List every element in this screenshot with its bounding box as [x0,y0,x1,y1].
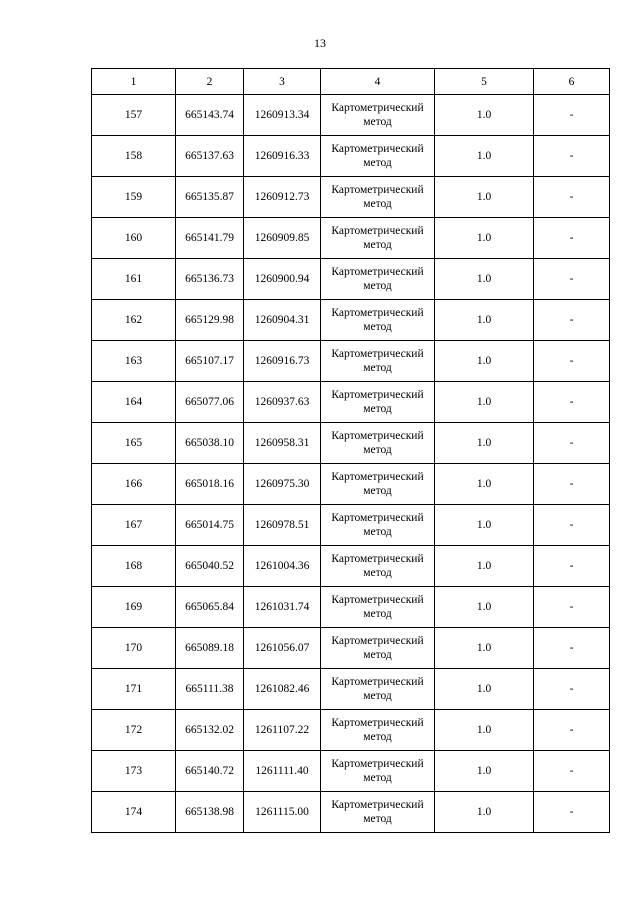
method-line-1: Картометрический [331,594,424,606]
accuracy-cell: 1.0 [435,423,534,464]
note-cell: - [534,218,610,259]
method-cell [321,710,435,751]
method-line-1: Картометрический [331,266,424,278]
method-line-1: Картометрический [331,430,424,442]
coordinates-table [91,68,610,833]
x-coordinate-cell: 665018.16 [176,464,244,505]
note-cell: - [534,587,610,628]
x-coordinate-cell: 665107.17 [176,341,244,382]
method-line-2: метод [363,731,392,743]
method-cell [321,341,435,382]
point-number-cell: 170 [92,628,176,669]
x-coordinate-cell: 665077.06 [176,382,244,423]
note-cell: - [534,423,610,464]
method-line-2: метод [363,362,392,374]
point-number-cell: 162 [92,300,176,341]
note-cell: - [534,546,610,587]
point-number-cell: 157 [92,95,176,136]
table-row [92,136,610,177]
method-line-2: метод [363,813,392,825]
table-row [92,792,610,833]
accuracy-cell: 1.0 [435,259,534,300]
y-coordinate-cell: 1260958.31 [244,423,321,464]
table-row [92,95,610,136]
method-line-2: метод [363,567,392,579]
y-coordinate-cell: 1261107.22 [244,710,321,751]
method-line-2: метод [363,444,392,456]
x-coordinate-cell: 665038.10 [176,423,244,464]
method-line-1: Картометрический [331,512,424,524]
point-number-cell: 163 [92,341,176,382]
accuracy-cell: 1.0 [435,792,534,833]
table-row [92,341,610,382]
y-coordinate-cell: 1261056.07 [244,628,321,669]
header-cell: 2 [176,69,244,95]
page-number: 13 [314,36,326,50]
point-number-cell: 164 [92,382,176,423]
point-number-cell: 158 [92,136,176,177]
method-cell [321,505,435,546]
x-coordinate-cell: 665138.98 [176,792,244,833]
note-cell: - [534,300,610,341]
method-line-2: метод [363,239,392,251]
point-number-cell: 171 [92,669,176,710]
table-body [92,95,610,833]
method-line-2: метод [363,403,392,415]
note-cell: - [534,177,610,218]
x-coordinate-cell: 665137.63 [176,136,244,177]
method-line-2: метод [363,526,392,538]
accuracy-cell: 1.0 [435,587,534,628]
method-cell [321,423,435,464]
method-cell [321,546,435,587]
y-coordinate-cell: 1260904.31 [244,300,321,341]
y-coordinate-cell: 1260912.73 [244,177,321,218]
table-row [92,587,610,628]
method-line-2: метод [363,690,392,702]
y-coordinate-cell: 1261031.74 [244,587,321,628]
accuracy-cell: 1.0 [435,95,534,136]
note-cell: - [534,95,610,136]
method-cell [321,300,435,341]
method-line-1: Картометрический [331,389,424,401]
method-line-1: Картометрический [331,717,424,729]
y-coordinate-cell: 1261111.40 [244,751,321,792]
point-number-cell: 173 [92,751,176,792]
method-line-1: Картометрический [331,225,424,237]
note-cell: - [534,505,610,546]
header-cell: 1 [92,69,176,95]
method-line-1: Картометрический [331,635,424,647]
accuracy-cell: 1.0 [435,505,534,546]
table-row [92,218,610,259]
point-number-cell: 165 [92,423,176,464]
table-row [92,710,610,751]
table-row [92,546,610,587]
note-cell: - [534,628,610,669]
y-coordinate-cell: 1260909.85 [244,218,321,259]
method-line-2: метод [363,280,392,292]
accuracy-cell: 1.0 [435,341,534,382]
table-row [92,751,610,792]
y-coordinate-cell: 1261004.36 [244,546,321,587]
method-cell [321,669,435,710]
accuracy-cell: 1.0 [435,546,534,587]
note-cell: - [534,136,610,177]
header-cell: 4 [321,69,435,95]
method-cell [321,792,435,833]
x-coordinate-cell: 665040.52 [176,546,244,587]
method-cell [321,382,435,423]
method-line-1: Картометрический [331,676,424,688]
x-coordinate-cell: 665140.72 [176,751,244,792]
x-coordinate-cell: 665136.73 [176,259,244,300]
accuracy-cell: 1.0 [435,136,534,177]
accuracy-cell: 1.0 [435,628,534,669]
point-number-cell: 167 [92,505,176,546]
method-line-2: метод [363,772,392,784]
point-number-cell: 172 [92,710,176,751]
method-line-1: Картометрический [331,143,424,155]
x-coordinate-cell: 665111.38 [176,669,244,710]
x-coordinate-cell: 665141.79 [176,218,244,259]
y-coordinate-cell: 1260916.73 [244,341,321,382]
x-coordinate-cell: 665129.98 [176,300,244,341]
table-row [92,464,610,505]
method-line-1: Картометрический [331,307,424,319]
method-cell [321,259,435,300]
x-coordinate-cell: 665135.87 [176,177,244,218]
point-number-cell: 161 [92,259,176,300]
table-row [92,177,610,218]
table-row [92,505,610,546]
method-cell [321,751,435,792]
table-header-row [92,69,610,95]
method-line-1: Картометрический [331,348,424,360]
point-number-cell: 166 [92,464,176,505]
note-cell: - [534,464,610,505]
method-line-1: Картометрический [331,184,424,196]
method-line-2: метод [363,321,392,333]
y-coordinate-cell: 1260913.34 [244,95,321,136]
y-coordinate-cell: 1261082.46 [244,669,321,710]
x-coordinate-cell: 665089.18 [176,628,244,669]
note-cell: - [534,382,610,423]
method-cell [321,464,435,505]
y-coordinate-cell: 1260978.51 [244,505,321,546]
table-row [92,423,610,464]
accuracy-cell: 1.0 [435,382,534,423]
method-line-2: метод [363,608,392,620]
note-cell: - [534,792,610,833]
y-coordinate-cell: 1260916.33 [244,136,321,177]
method-line-1: Картометрический [331,758,424,770]
method-line-1: Картометрический [331,553,424,565]
note-cell: - [534,669,610,710]
method-line-2: метод [363,116,392,128]
x-coordinate-cell: 665143.74 [176,95,244,136]
table-row [92,382,610,423]
method-line-1: Картометрический [331,102,424,114]
header-cell: 3 [244,69,321,95]
method-line-2: метод [363,198,392,210]
point-number-cell: 160 [92,218,176,259]
table-row [92,259,610,300]
y-coordinate-cell: 1260900.94 [244,259,321,300]
header-cell: 5 [435,69,534,95]
x-coordinate-cell: 665132.02 [176,710,244,751]
table-row [92,628,610,669]
method-line-1: Картометрический [331,799,424,811]
note-cell: - [534,710,610,751]
method-cell [321,136,435,177]
method-line-2: метод [363,649,392,661]
note-cell: - [534,751,610,792]
method-cell [321,587,435,628]
y-coordinate-cell: 1261115.00 [244,792,321,833]
x-coordinate-cell: 665014.75 [176,505,244,546]
y-coordinate-cell: 1260937.63 [244,382,321,423]
note-cell: - [534,341,610,382]
method-line-2: метод [363,157,392,169]
table-row [92,669,610,710]
accuracy-cell: 1.0 [435,710,534,751]
method-cell [321,628,435,669]
point-number-cell: 159 [92,177,176,218]
point-number-cell: 174 [92,792,176,833]
accuracy-cell: 1.0 [435,464,534,505]
header-cell: 6 [534,69,610,95]
y-coordinate-cell: 1260975.30 [244,464,321,505]
accuracy-cell: 1.0 [435,751,534,792]
accuracy-cell: 1.0 [435,669,534,710]
note-cell: - [534,259,610,300]
method-cell [321,95,435,136]
accuracy-cell: 1.0 [435,218,534,259]
table-row [92,300,610,341]
point-number-cell: 169 [92,587,176,628]
method-line-2: метод [363,485,392,497]
accuracy-cell: 1.0 [435,300,534,341]
method-cell [321,177,435,218]
accuracy-cell: 1.0 [435,177,534,218]
x-coordinate-cell: 665065.84 [176,587,244,628]
point-number-cell: 168 [92,546,176,587]
method-line-1: Картометрический [331,471,424,483]
method-cell [321,218,435,259]
